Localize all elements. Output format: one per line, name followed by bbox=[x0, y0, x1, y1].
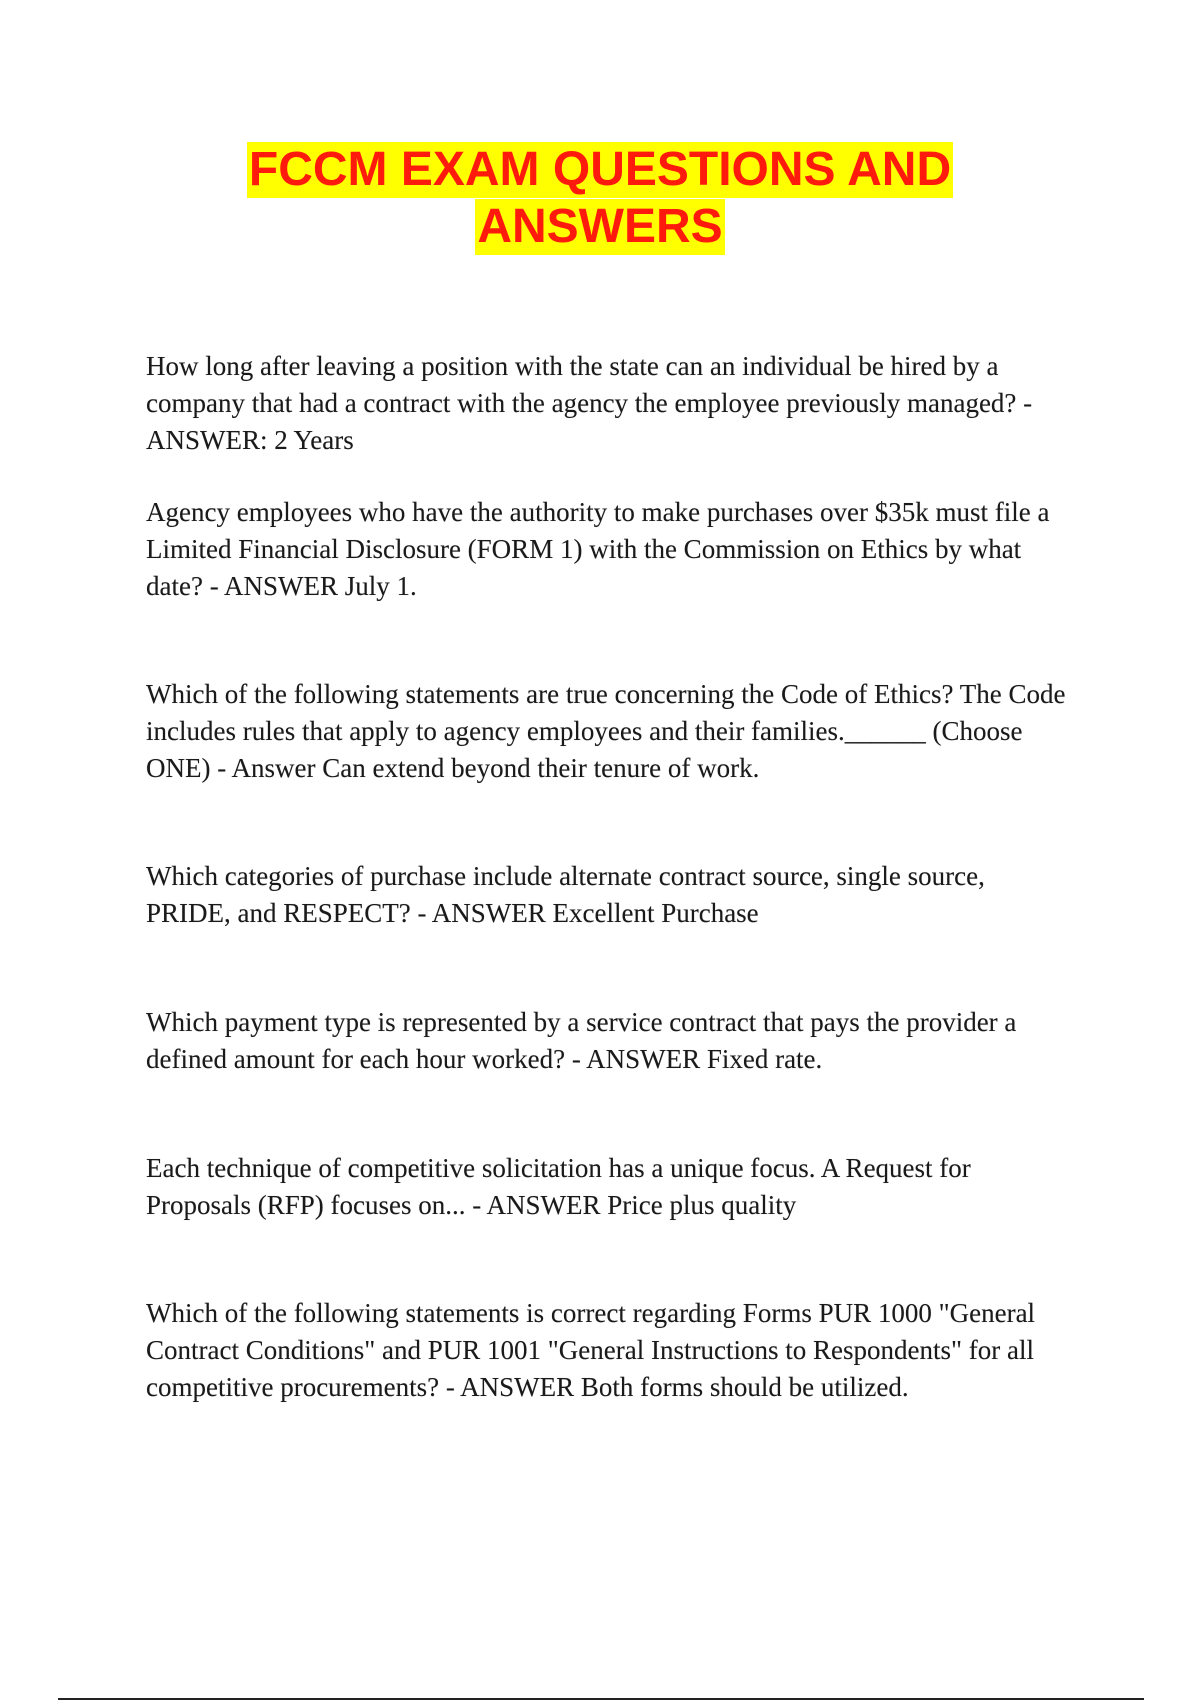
document-title bbox=[0, 142, 1200, 256]
qa-item-5: Which payment type is represented by a service contract that pays the provider a defined amount for each hour worked? - ANSWER Fixed rate. bbox=[146, 1007, 1017, 1074]
qa-item-6: Each technique of competitive solicitation has a unique focus. A Request for Proposals (RFP) focuses on... - ANSWER Price plus quality bbox=[146, 1153, 971, 1220]
title-line-2: ANSWERS bbox=[477, 200, 723, 253]
qa-item-3: Which of the following statements are true concerning the Code of Ethics? The Code includes rules that apply to agency employees and their families.______ (Choose ONE) - Answer Can extend beyond their tenure of work. bbox=[146, 679, 1066, 783]
qa-item-4: Which categories of purchase include alternate contract source, single source, PRIDE, and RESPECT? - ANSWER Excellent Purchase bbox=[146, 861, 985, 928]
qa-item-2: Agency employees who have the authority to make purchases over $35k must file a Limited Financial Disclosure (FORM 1) with the Commission on Ethics by what date? - ANSWER July 1. bbox=[146, 497, 1050, 601]
qa-item-1: How long after leaving a position with the state can an individual be hired by a company that had a contract with the agency the employee previously managed? - ANSWER: 2 Years bbox=[146, 351, 1033, 455]
qa-item-7: Which of the following statements is correct regarding Forms PUR 1000 "General Contract Conditions" and PUR 1001 "General Instructions to Respondents" for all competitive procurements? - ANSWER Both forms should be utilized. bbox=[146, 1298, 1036, 1402]
title-line-1: FCCM EXAM QUESTIONS AND bbox=[248, 143, 952, 196]
